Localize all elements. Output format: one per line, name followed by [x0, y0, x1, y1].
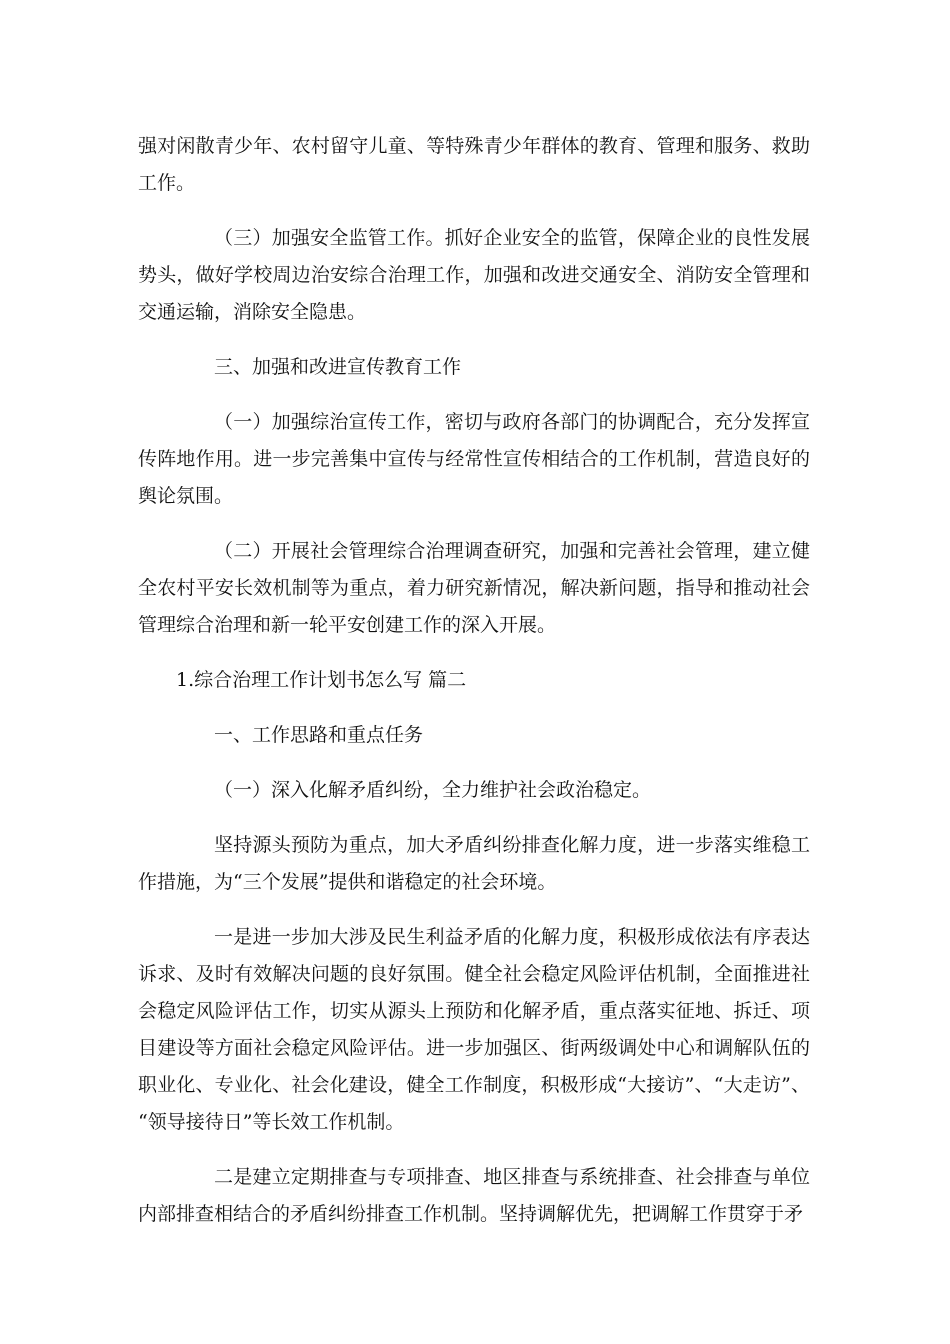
paragraph-point-one: 一是进一步加大涉及民生利益矛盾的化解力度，积极形成依法有序表达诉求、及时有效解决问题的良好氛围。健全社会稳定风险评估机制，全面推进社会稳定风险评估工作，切实从源头上预防和化解矛盾，重点落实征地、拆迁、项目建设等方面社会稳定风险评估。进一步加强区、街两级调处中心和调解队伍的职业化、专业化、社会化建设，健全工作制度，积极形成“大接访”、“大走访”、“领导接待日”等长效工作机制。: [138, 926, 810, 1133]
paragraph-safety-supervision: （三）加强安全监管工作。抓好企业安全的监管，保障企业的良性发展势头，做好学校周边治安综合治理工作，加强和改进交通安全、消防安全管理和交通运输，消除安全隐患。: [138, 227, 810, 323]
paragraph-resolve-disputes: （一）深入化解矛盾纠纷，全力维护社会政治稳定。: [214, 779, 652, 801]
paragraph-publicity-work: （一）加强综治宣传工作，密切与政府各部门的协调配合，充分发挥宣传阵地作用。进一步完善集中宣传与经常性宣传相结合的工作机制，营造良好的舆论氛围。: [138, 411, 810, 507]
paragraph-source-prevention: 坚持源头预防为重点，加大矛盾纠纷排查化解力度，进一步落实维稳工作措施，为“三个发展”提供和谐稳定的社会环境。: [138, 834, 810, 893]
paragraph-continuation: 强对闲散青少年、农村留守儿童、等特殊青少年群体的教育、管理和服务、救助工作。: [138, 135, 810, 194]
paragraph-point-two: 二是建立定期排查与专项排查、地区排查与系统排查、社会排查与单位内部排查相结合的矛盾纠纷排查工作机制。坚持调解优先，把调解工作贯穿于矛: [138, 1166, 810, 1225]
document-body: [138, 128, 810, 1251]
section-heading-tasks: 一、工作思路和重点任务: [214, 724, 424, 746]
paragraph-research: （二）开展社会管理综合治理调查研究，加强和完善社会管理，建立健全农村平安长效机制等为重点，着力研究新情况，解决新问题，指导和推动社会管理综合治理和新一轮平安创建工作的深入开展。: [138, 540, 810, 636]
section-heading-publicity: 三、加强和改进宣传教育工作: [214, 356, 462, 378]
article-title-part-two: 1.综合治理工作计划书怎么写 篇二: [176, 669, 467, 691]
